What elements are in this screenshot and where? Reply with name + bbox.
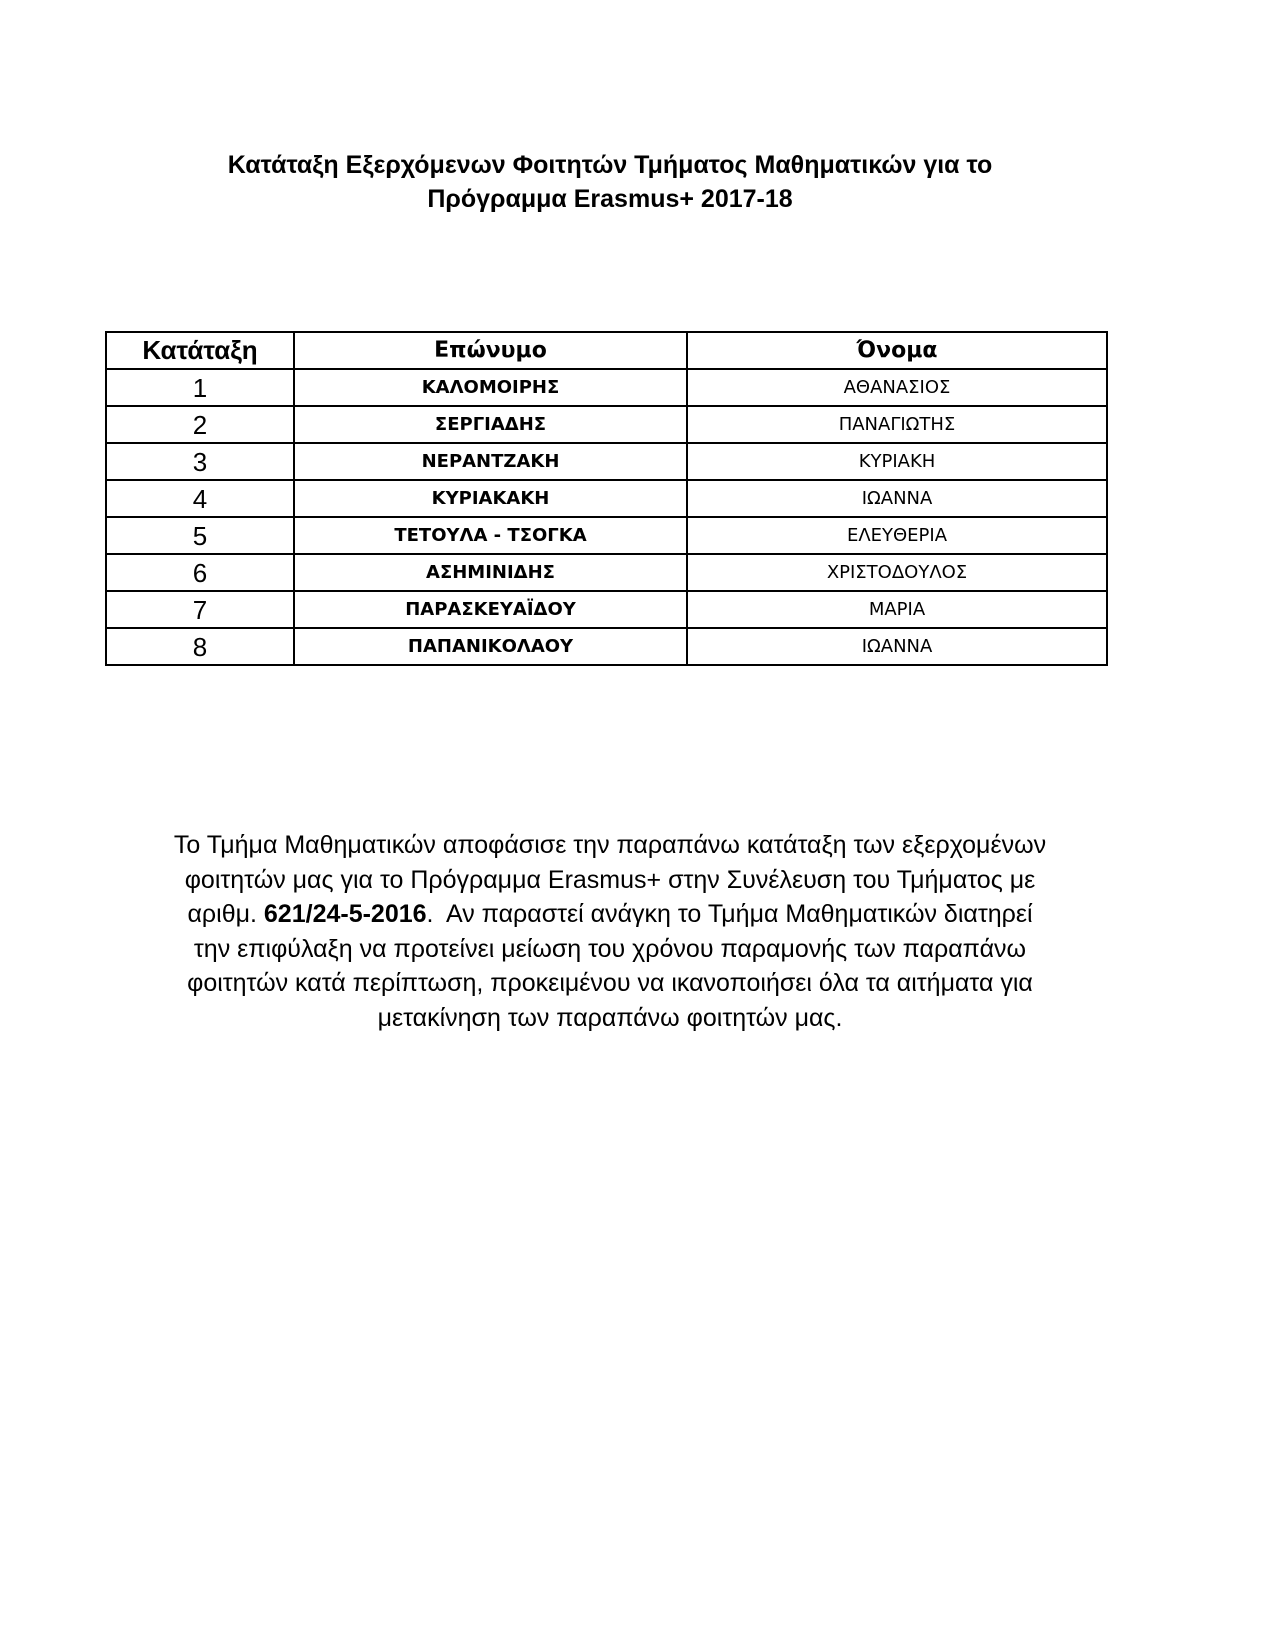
table-row bbox=[106, 443, 1107, 480]
firstname-cell: ΚΥΡΙΑΚΗ bbox=[687, 443, 1107, 480]
paragraph-line-4: την επιφύλαξη να προτείνει μείωση του χρόνου παραμονής των παραπάνω bbox=[193, 934, 1027, 963]
decision-paragraph bbox=[100, 828, 1120, 1035]
table-row bbox=[106, 369, 1107, 406]
rank-cell: 3 bbox=[106, 443, 294, 480]
paragraph-line-3 bbox=[100, 897, 1120, 932]
decision-number: 621/24-5-2016 bbox=[263, 900, 427, 928]
paragraph-line-3-start: αριθμ. bbox=[187, 900, 264, 928]
document-title-line-2: Πρόγραμμα Erasmus+ 2017-18 bbox=[427, 185, 793, 213]
surname-cell: ΝΕΡΑΝΤΖΑΚΗ bbox=[294, 443, 687, 480]
document-title bbox=[0, 148, 1220, 216]
firstname-cell: ΙΩΑΝΝΑ bbox=[687, 628, 1107, 665]
firstname-cell: ΙΩΑΝΝΑ bbox=[687, 480, 1107, 517]
table-header-row bbox=[106, 332, 1107, 369]
surname-cell: ΚΑΛΟΜΟΙΡΗΣ bbox=[294, 369, 687, 406]
table-row bbox=[106, 554, 1107, 591]
surname-cell: ΠΑΡΑΣΚΕΥΑΪΔΟΥ bbox=[294, 591, 687, 628]
paragraph-line-1: Το Τμήμα Μαθηματικών αποφάσισε την παραπάνω κατάταξη των εξερχομένων bbox=[173, 831, 1047, 859]
table-row bbox=[106, 406, 1107, 443]
table-row bbox=[106, 517, 1107, 554]
document-title-line-1: Κατάταξη Εξερχόμενων Φοιτητών Τμήματος Μαθηματικών για το bbox=[227, 151, 993, 179]
rank-cell: 7 bbox=[106, 591, 294, 628]
paragraph-line-2: φοιτητών μας για το Πρόγραμμα Erasmus+ στην Συνέλευση του Τμήματος με bbox=[184, 865, 1036, 894]
rank-cell: 6 bbox=[106, 554, 294, 591]
firstname-cell: ΠΑΝΑΓΙΩΤΗΣ bbox=[687, 406, 1107, 443]
paragraph-line-6: μετακίνηση των παραπάνω φοιτητών μας. bbox=[377, 1003, 843, 1032]
rank-cell: 2 bbox=[106, 406, 294, 443]
firstname-cell: ΧΡΙΣΤΟΔΟΥΛΟΣ bbox=[687, 554, 1107, 591]
surname-cell: ΣΕΡΓΙΑΔΗΣ bbox=[294, 406, 687, 443]
rank-cell: 5 bbox=[106, 517, 294, 554]
header-rank: Κατάταξη bbox=[106, 332, 294, 369]
table-row bbox=[106, 480, 1107, 517]
rank-cell: 8 bbox=[106, 628, 294, 665]
surname-cell: ΠΑΠΑΝΙΚΟΛΑΟΥ bbox=[294, 628, 687, 665]
firstname-cell: ΑΘΑΝΑΣΙΟΣ bbox=[687, 369, 1107, 406]
paragraph-line-5: φοιτητών κατά περίπτωση, προκειμένου να ικανοποιήσει όλα τα αιτήματα για bbox=[187, 969, 1033, 997]
paragraph-line-3-end: . Αν παραστεί ανάγκη το Τμήμα Μαθηματικών διατηρεί bbox=[426, 900, 1033, 928]
table-row bbox=[106, 591, 1107, 628]
header-firstname: Όνομα bbox=[687, 332, 1107, 369]
surname-cell: ΤΕΤΟΥΛΑ - ΤΣΟΓΚΑ bbox=[294, 517, 687, 554]
firstname-cell: ΕΛΕΥΘΕΡΙΑ bbox=[687, 517, 1107, 554]
firstname-cell: ΜΑΡΙΑ bbox=[687, 591, 1107, 628]
ranking-table bbox=[105, 331, 1108, 666]
rank-cell: 1 bbox=[106, 369, 294, 406]
surname-cell: ΚΥΡΙΑΚΑΚΗ bbox=[294, 480, 687, 517]
table-row bbox=[106, 628, 1107, 665]
rank-cell: 4 bbox=[106, 480, 294, 517]
surname-cell: ΑΣΗΜΙΝΙΔΗΣ bbox=[294, 554, 687, 591]
header-surname: Επώνυμο bbox=[294, 332, 687, 369]
